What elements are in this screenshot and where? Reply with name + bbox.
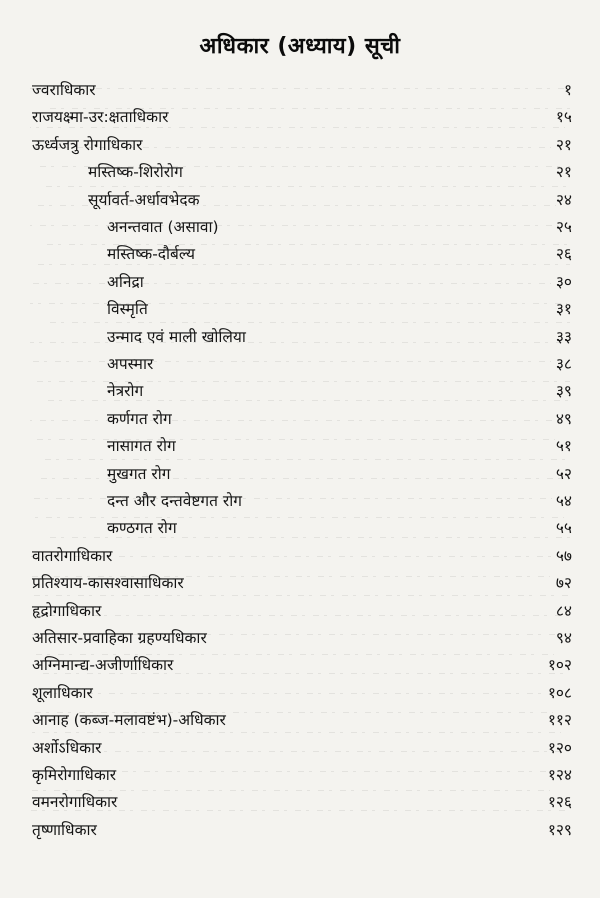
toc-entry-page-number: ३८	[555, 355, 572, 373]
toc-entry-label: हृद्रोगाधिकार	[32, 601, 102, 620]
toc-entry-label: मस्तिष्क-शिरोरोग	[88, 163, 183, 182]
toc-entry-page-number: ५५	[555, 519, 572, 538]
toc-entry-label: वातरोगाधिकार	[32, 546, 113, 565]
toc-entry-page-number: २५	[555, 218, 572, 236]
toc-row	[0, 160, 572, 184]
toc-entry-page-number: ८४	[555, 601, 572, 620]
toc-row	[0, 325, 572, 349]
toc-entry-page-number: १२६	[547, 793, 572, 812]
toc-entry-label: विस्मृति	[107, 300, 148, 319]
bleed-line	[50, 322, 570, 323]
bleed-line	[45, 459, 570, 460]
toc-entry-label: अग्निमान्द्य-अजीर्णाधिकार	[32, 656, 174, 675]
toc-entry-page-number: ५४	[555, 492, 572, 510]
toc-row	[0, 790, 572, 814]
page-title: अधिकार (अध्याय) सूची	[199, 34, 401, 59]
toc-entry-label: मुखगत रोग	[107, 464, 171, 483]
toc-entry-page-number: १०८	[547, 683, 572, 702]
toc-row	[0, 270, 572, 294]
toc-entry-page-number: २१	[555, 163, 572, 182]
toc-entry-page-number: ५१	[555, 437, 572, 456]
toc-row	[0, 105, 572, 129]
toc-row	[0, 78, 572, 102]
toc-entry-page-number: १५	[555, 108, 572, 127]
toc-entry-page-number: ३३	[555, 327, 572, 346]
toc-entry-label: उन्माद एवं माली खोलिया	[107, 327, 246, 346]
toc-row	[0, 242, 572, 266]
toc-entry-label: अर्शोऽधिकार	[32, 738, 102, 757]
toc-entry-label: अनिद्रा	[107, 272, 144, 291]
toc-entry-page-number: ५७	[555, 546, 572, 565]
toc-entry-label: आनाह (कब्ज-मलावष्टंभ)-अधिकार	[32, 711, 226, 730]
toc-row	[0, 681, 572, 705]
toc-entry-page-number: ११२	[547, 711, 572, 730]
toc-row	[0, 188, 572, 212]
toc-entry-page-number: २६	[555, 245, 572, 264]
toc-entry-label: दन्त और दन्तवेष्टगत रोग	[107, 492, 242, 510]
toc-row	[0, 544, 572, 568]
toc-entry-label: अनन्तवात (असावा)	[107, 218, 219, 236]
toc-row	[0, 297, 572, 321]
toc-row	[0, 708, 572, 732]
toc-entry-page-number: ४९	[555, 409, 572, 428]
toc-entry-page-number: १२९	[547, 820, 572, 839]
toc-entry-label: कृमिरोगाधिकार	[32, 766, 117, 784]
toc-row	[0, 352, 572, 376]
toc-row	[0, 626, 572, 650]
toc-entry-page-number: ३०	[555, 272, 572, 291]
toc-row	[0, 571, 572, 595]
toc-entry-label: प्रतिश्याय-कासश्वासाधिकार	[32, 574, 184, 593]
toc-entry-page-number: ९४	[555, 629, 572, 647]
toc-entry-label: वमनरोगाधिकार	[32, 793, 118, 812]
toc-row	[0, 462, 572, 486]
toc-row	[0, 818, 572, 842]
toc-entry-page-number: ३१	[555, 300, 572, 319]
toc-row	[0, 133, 572, 157]
toc-entry-label: ज्वराधिकार	[32, 81, 96, 99]
toc-entry-page-number: २१	[555, 135, 572, 154]
toc-row	[0, 215, 572, 239]
toc-entry-label: अतिसार-प्रवाहिका ग्रहण्यधिकार	[32, 629, 207, 647]
bleed-line	[46, 186, 570, 187]
toc-row	[0, 379, 572, 403]
toc-entry-label: शूलाधिकार	[32, 683, 93, 702]
toc-entry-page-number: ७२	[555, 574, 572, 593]
toc-row	[0, 653, 572, 677]
toc-row	[0, 736, 572, 760]
toc-entry-label: नेत्ररोग	[107, 382, 144, 401]
toc-entry-page-number: १०२	[547, 656, 572, 675]
toc-row	[0, 407, 572, 431]
toc-row	[0, 599, 572, 623]
toc-entry-label: नासागत रोग	[107, 437, 176, 456]
toc-row	[0, 434, 572, 458]
toc-row	[0, 489, 572, 513]
toc-entry-page-number: ३९	[555, 382, 572, 401]
toc-entry-label: कर्णगत रोग	[107, 409, 172, 428]
toc-row	[0, 763, 572, 787]
toc-entry-label: ऊर्ध्वजत्रु रोगाधिकार	[32, 135, 143, 154]
toc-entry-label: राजयक्ष्मा-उर:क्षताधिकार	[32, 108, 169, 127]
toc-entry-label: सूर्यावर्त-अर्धावभेदक	[88, 190, 200, 209]
toc-entry-page-number: ५२	[555, 464, 572, 483]
toc-entry-page-number: २४	[555, 190, 572, 209]
toc-entry-label: अपस्मार	[107, 355, 154, 373]
toc-entry-page-number: १२०	[547, 738, 572, 757]
toc-entry-label: मस्तिष्क-दौर्बल्य	[107, 245, 195, 264]
toc-row	[0, 516, 572, 540]
toc-entry-page-number: १	[563, 81, 572, 99]
toc-entry-page-number: १२४	[547, 766, 572, 784]
toc-entry-label: कण्ठगत रोग	[107, 519, 177, 538]
toc-entry-label: तृष्णाधिकार	[32, 820, 97, 839]
